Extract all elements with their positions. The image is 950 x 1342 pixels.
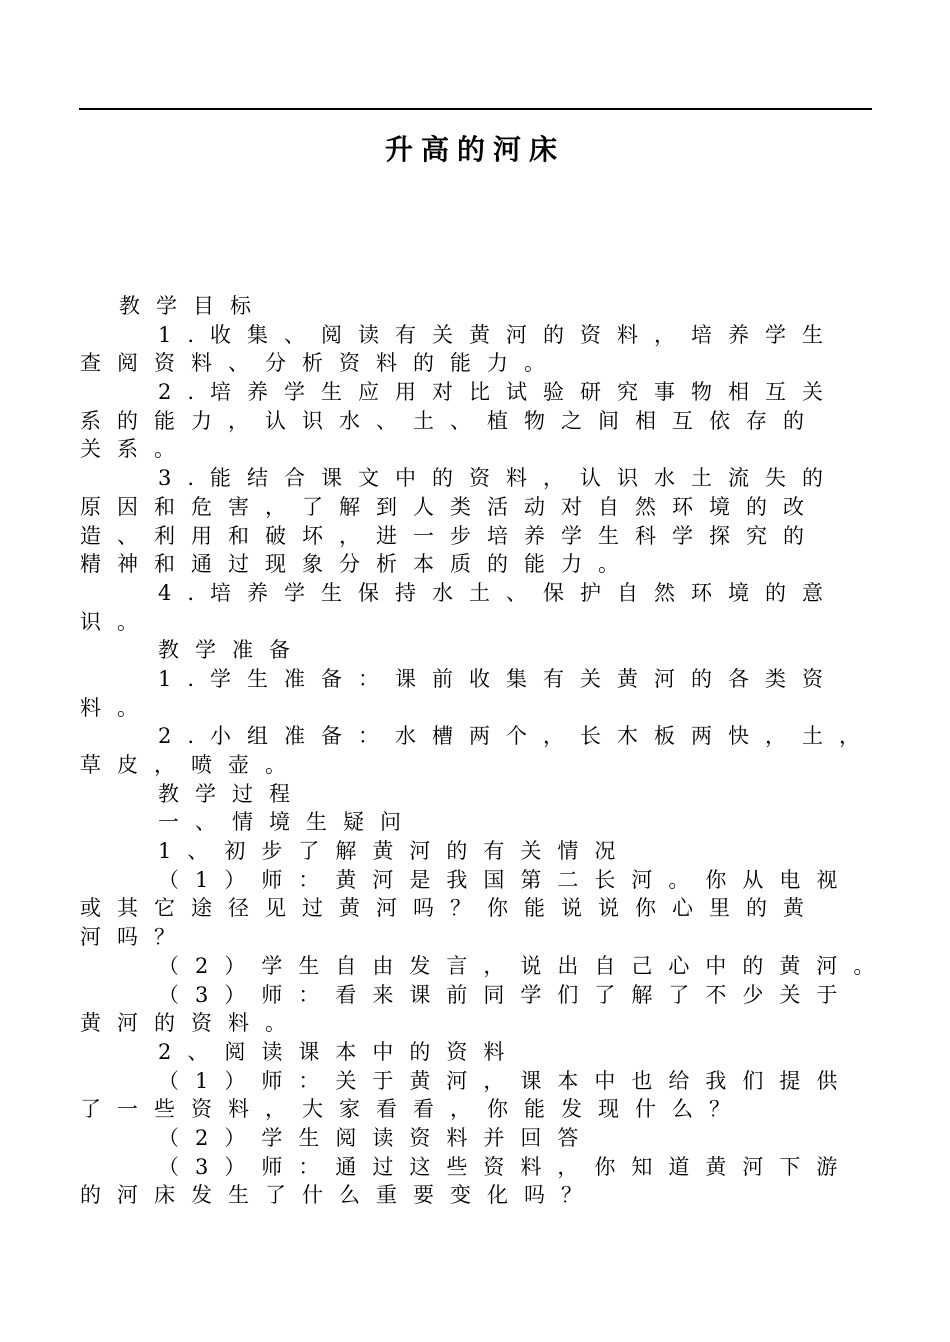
paragraph-line: 2.培养学生应用对比试验研究事物相互关 — [158, 380, 840, 405]
paragraph-line: 2.小组准备：水槽两个，长木板两快，土， — [158, 724, 877, 749]
section-heading-process: 教学过程 — [158, 781, 306, 806]
header-rule — [79, 108, 872, 110]
paragraph-line: 原因和危害，了解到人类活动对自然环境的改 — [80, 494, 820, 519]
paragraph-line: 系的能力，认识水、土、植物之间相互依存的 — [80, 408, 820, 433]
paragraph-line: 4.培养学生保持水土、保护自然环境的意 — [158, 580, 840, 605]
paragraph-line: 关系。 — [80, 437, 191, 462]
section-heading-preparation: 教学准备 — [158, 638, 306, 663]
step-heading: 1、初步了解黄河的有关情况 — [158, 839, 632, 864]
document-body — [80, 292, 891, 1210]
paragraph-line: （3）师：通过这些资料，你知道黄河下游 — [158, 1154, 854, 1179]
paragraph-line: 精神和通过现象分析本质的能力。 — [80, 552, 635, 577]
paragraph-line: （3）师：看来课前同学们了解了不少关于 — [158, 982, 854, 1007]
subsection-heading: 一、情境生疑问 — [158, 810, 417, 835]
paragraph-line: 了一些资料，大家看看，你能发现什么？ — [80, 1097, 746, 1122]
paragraph-line: （1）师：黄河是我国第二长河。你从电视 — [158, 867, 854, 892]
paragraph-line: 或其它途径见过黄河吗？你能说说你心里的黄 — [80, 896, 820, 921]
page-title: 升高的河床 — [384, 133, 565, 166]
paragraph-line: 3.能结合课文中的资料，认识水土流失的 — [158, 466, 840, 491]
paragraph-line: 的河床发生了什么重要变化吗？ — [80, 1183, 598, 1208]
paragraph-line: 1.收集、阅读有关黄河的资料，培养学生 — [158, 322, 840, 347]
paragraph-line: 黄河的资料。 — [80, 1011, 302, 1036]
paragraph-line: 查阅资料、分析资料的能力。 — [80, 351, 561, 376]
paragraph-line: 识。 — [80, 609, 154, 634]
paragraph-line: （1）师：关于黄河，课本中也给我们提供 — [158, 1068, 854, 1093]
step-heading: 2、阅读课本中的资料 — [158, 1039, 521, 1064]
paragraph-line: （2）学生自由发言，说出自己心中的黄河。 — [158, 953, 891, 978]
paragraph-line: （2）学生阅读资料并回答 — [158, 1125, 595, 1150]
paragraph-line: 河吗？ — [80, 925, 191, 950]
paragraph-line: 料。 — [80, 695, 154, 720]
paragraph-line: 草皮，喷壶。 — [80, 753, 302, 777]
paragraph-line: 1.学生准备：课前收集有关黄河的各类资 — [158, 666, 840, 691]
paragraph-line: 造、利用和破坏，进一步培养学生科学探究的 — [80, 523, 820, 548]
section-heading-objectives: 教学目标 — [119, 294, 267, 318]
